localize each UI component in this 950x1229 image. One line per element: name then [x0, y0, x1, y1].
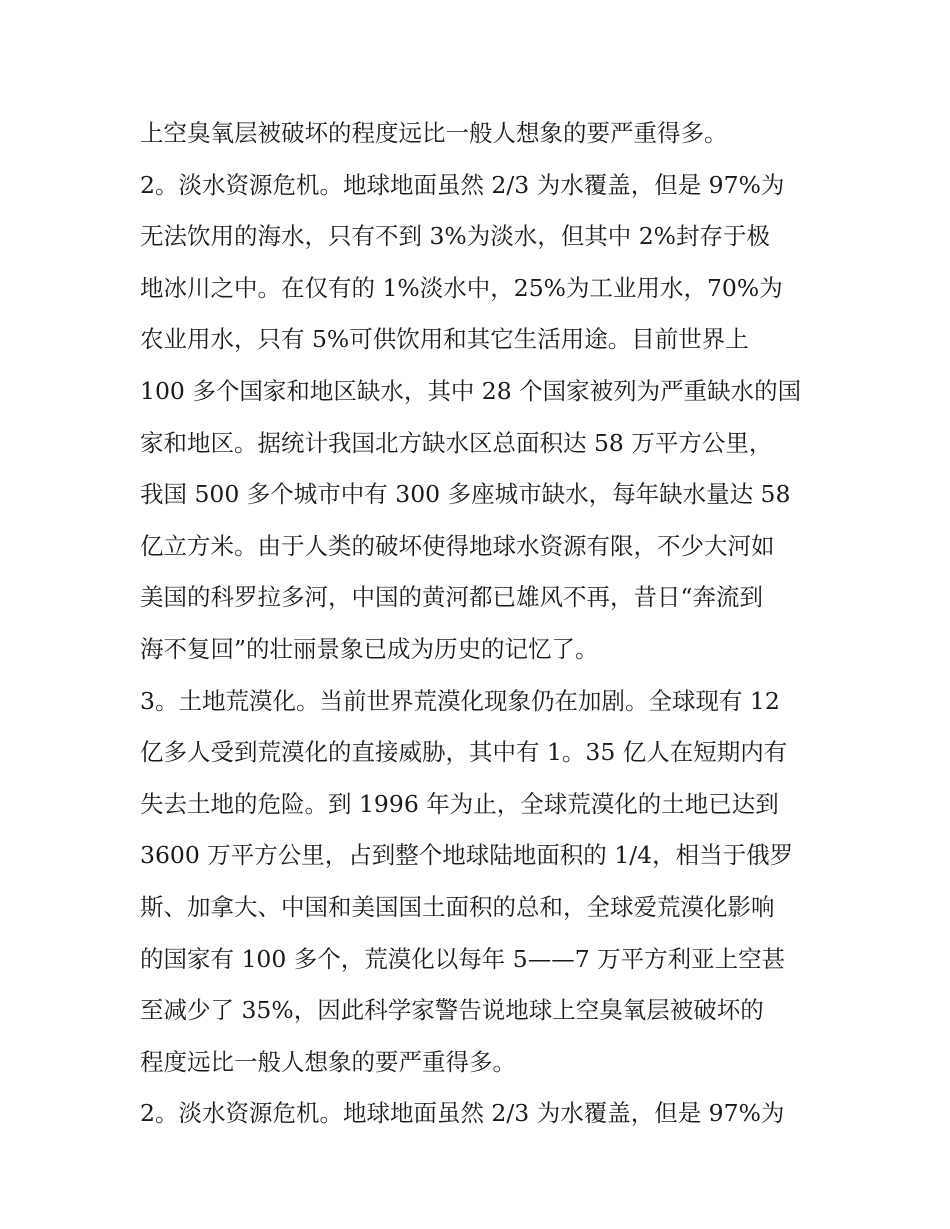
text-line: 3600 万平方公里，占到整个地球陆地面积的 1/4，相当于俄罗 [140, 841, 794, 870]
text-line: 亿多人受到荒漠化的直接威胁，其中有 1。35 亿人在短期内有 [140, 738, 788, 767]
text-line: 2。淡水资源危机。地球地面虽然 2/3 为水覆盖，但是 97%为 [140, 170, 785, 199]
text-line: 亿立方米。由于人类的破坏使得地球水资源有限，不少大河如 [140, 531, 775, 560]
text-line: 的国家有 100 多个，荒漠化以每年 5——7 万平方利亚上空甚 [140, 944, 786, 973]
text-line: 地冰川之中。在仅有的 1%淡水中，25%为工业用水，70%为 [140, 273, 783, 302]
text-line: 程度远比一般人想象的要严重得多。 [140, 1047, 516, 1076]
text-line: 上空臭氧层被破坏的程度远比一般人想象的要严重得多。 [140, 119, 728, 147]
text-line: 斯、加拿大、中国和美国国土面积的总和，全球爱荒漠化影响 [140, 892, 775, 921]
text-line: 3。土地荒漠化。当前世界荒漠化现象仍在加剧。全球现有 12 [140, 686, 780, 715]
text-line: 至减少了 35%，因此科学家警告说地球上空臭氧层被破坏的 [140, 996, 764, 1025]
text-line: 无法饮用的海水，只有不到 3%为淡水，但其中 2%封存于极 [140, 222, 771, 251]
text-line: 我国 500 多个城市中有 300 多座城市缺水，每年缺水量达 58 [140, 480, 791, 509]
text-line: 美国的科罗拉多河，中国的黄河都已雄风不再，昔日“奔流到 [140, 583, 764, 612]
text-line: 海不复回”的壮丽景象已成为历史的记忆了。 [140, 634, 599, 663]
text-line: 2。淡水资源危机。地球地面虽然 2/3 为水覆盖，但是 97%为 [140, 1099, 785, 1128]
document-body [140, 108, 820, 1140]
text-line: 农业用水，只有 5%可供饮用和其它生活用途。目前世界上 [140, 325, 749, 354]
text-line: 家和地区。据统计我国北方缺水区总面积达 58 万平方公里， [140, 428, 773, 457]
text-line: 100 多个国家和地区缺水，其中 28 个国家被列为严重缺水的国 [140, 376, 802, 405]
text-line: 失去土地的危险。到 1996 年为止，全球荒漠化的土地已达到 [140, 789, 779, 818]
